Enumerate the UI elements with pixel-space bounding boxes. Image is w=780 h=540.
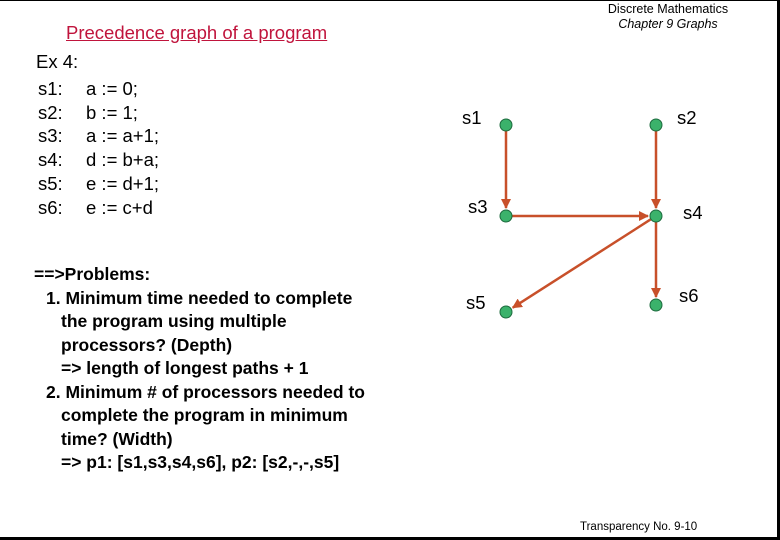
node-s5 [500,306,512,318]
node-label-s2: s2 [677,107,697,128]
statement-label: s2: [38,101,63,123]
node-s3 [500,210,512,222]
example-label: Ex 4: [36,51,79,72]
statement-code: b := 1; [86,101,138,123]
node-label-s5: s5 [466,292,486,313]
node-s6 [650,299,662,311]
statement-code: e := d+1; [86,172,160,194]
problem-2: 2. Minimum # of processors needed to [46,381,365,402]
node-s2 [650,119,662,131]
node-label-s6: s6 [679,285,699,306]
transparency-number: Transparency No. 9-10 [580,521,698,533]
statement-label: s6: [38,196,63,218]
statement-label: s5: [38,172,63,194]
statement-code: d := b+a; [86,149,160,171]
node-s4 [650,210,662,222]
node-label-s4: s4 [683,202,703,223]
problems-heading: ==>Problems: [34,264,151,284]
problem-1: 1. Minimum time needed to complete [46,287,353,308]
problem-1-line: processors? (Depth) [61,334,233,355]
statement-code: e := c+d [86,196,153,218]
graph-edges [506,131,656,308]
statement-label: s3: [38,125,63,147]
node-label-s3: s3 [468,196,488,217]
statement-code: a := a+1; [86,125,160,147]
slide-title: Precedence graph of a program [66,22,328,43]
problem-2-line: complete the program in minimum [61,405,348,425]
header-course: Discrete Mathematics [607,2,729,16]
edge-s4-s5 [513,219,651,307]
graph-node-labels [462,107,703,313]
statement-label: s1: [38,78,63,99]
problem-2-line: time? (Width) [61,428,173,449]
problem-1-answer: => length of longest paths + 1 [61,358,309,378]
header-chapter: Chapter 9 Graphs [618,17,718,31]
problem-1-line: the program using multiple [61,311,287,331]
statement-label: s4: [38,149,63,171]
node-s1 [500,119,512,131]
problem-2-answer: => p1: [s1,s3,s4,s6], p2: [s2,-,-,s5] [61,452,340,472]
graph-nodes [500,119,662,318]
statement-code: a := 0; [86,78,138,99]
node-label-s1: s1 [462,107,482,128]
